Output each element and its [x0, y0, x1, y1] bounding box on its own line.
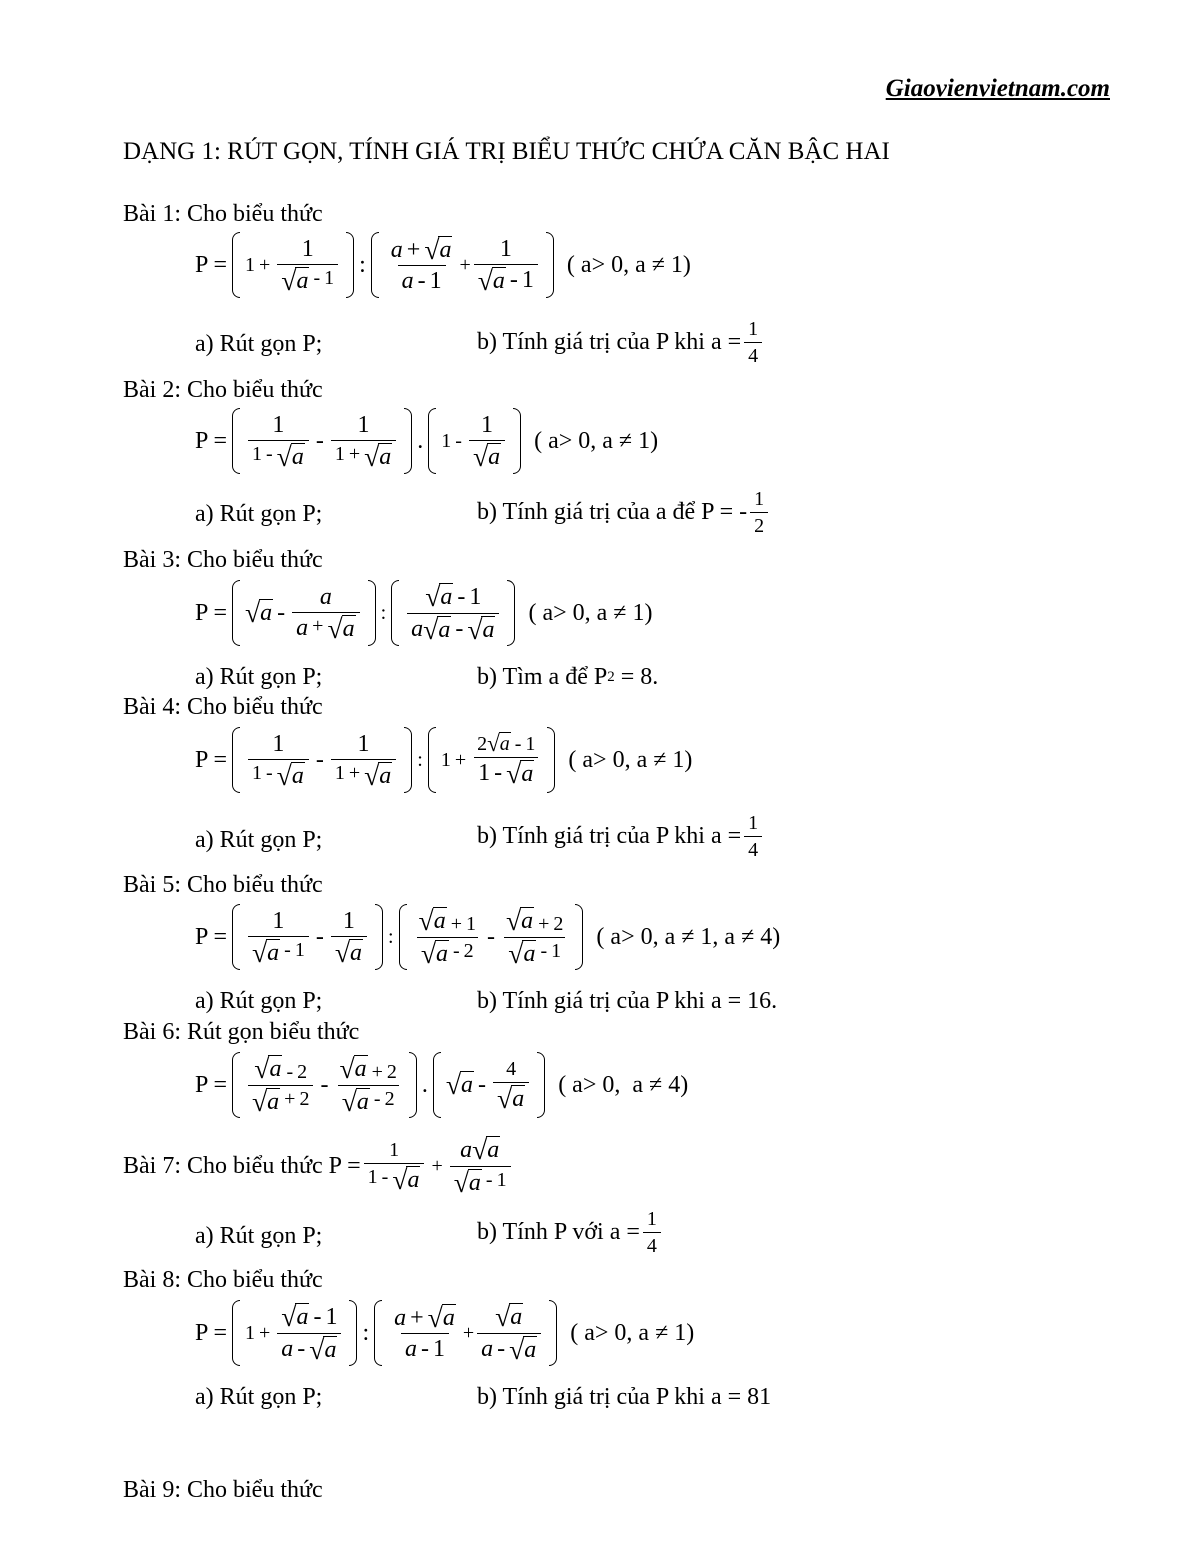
- condition: ( a> 0, a ≠ 1): [566, 251, 691, 278]
- problem-3-formula: P = √ a - a a + √ a : √ a - 1 a √ a - √ a ( a> 0, a ≠ 1): [195, 580, 653, 645]
- problem-6-title: Bài 6: Rút gọn biểu thức: [123, 1019, 360, 1045]
- fraction: √ a a - √ a: [477, 1303, 541, 1363]
- fraction: $\frac{1}{4}$: [744, 318, 762, 367]
- right-paren: [404, 408, 412, 474]
- fraction: 1 1 - √ a: [248, 412, 309, 471]
- p-equals: P =: [195, 923, 227, 950]
- denominator: √ a - 1: [474, 264, 538, 295]
- minus-sign: -: [315, 427, 324, 454]
- fraction: a √ a √ a - 1: [450, 1136, 511, 1196]
- problem-4-formula: P = 1 1 - √ a - 1 1 + √ a : 1 + 2 √ a - 1 1 - √ a ( a> 0, a ≠ 1): [195, 727, 692, 793]
- left-paren: [433, 1052, 441, 1118]
- condition: ( a> 0, a ≠ 4): [558, 1071, 689, 1098]
- right-paren: [404, 727, 412, 793]
- fraction: 1 √ a: [331, 908, 367, 967]
- condition: ( a> 0, a ≠ 1): [568, 746, 693, 773]
- problem-2-formula: P = 1 1 - √ a - 1 1 + √ a . 1 - 1 √ a ( a> 0, a ≠ 1): [195, 408, 658, 474]
- problem-1-part-b: b) Tính giá trị của P khi a = $\frac{1}{4}$: [477, 318, 765, 367]
- numerator: 1: [301, 235, 314, 262]
- denominator: √ a - 1: [277, 264, 338, 295]
- fraction: 4 √ a: [493, 1058, 529, 1113]
- problem-5-title: Bài 5: Cho biểu thức: [123, 872, 323, 898]
- fraction: 1 1 + √ a: [331, 412, 396, 471]
- divide-sign: :: [387, 926, 394, 948]
- right-paren: [375, 904, 383, 970]
- plus-sign: +: [259, 254, 271, 276]
- multiply-dot: .: [421, 1071, 428, 1098]
- problem-8-part-a: a) Rút gọn P;: [195, 1384, 323, 1410]
- left-paren: [399, 904, 407, 970]
- condition: ( a> 0, a ≠ 1): [528, 599, 653, 626]
- right-paren: [537, 1052, 545, 1118]
- problem-4-part-a: a) Rút gọn P;: [195, 827, 323, 853]
- left-paren: [232, 1300, 240, 1366]
- right-paren: [507, 580, 515, 646]
- right-paren: [349, 1300, 357, 1366]
- problem-7-part-b: b) Tính P với a = $\frac{1}{4}$: [477, 1208, 664, 1257]
- left-paren: [232, 727, 240, 793]
- fraction: a + √ a a - 1: [394, 1301, 455, 1363]
- fraction: 1 √ a - 1: [248, 908, 309, 967]
- left-paren: [374, 1300, 382, 1366]
- problem-2-title: Bài 2: Cho biểu thức: [123, 377, 323, 403]
- left-paren: [232, 580, 240, 646]
- left-paren: [232, 232, 240, 298]
- problem-2-part-b: b) Tính giá trị của a để P = - $\frac{1}{2}$: [477, 488, 771, 537]
- condition: ( a> 0, a ≠ 1): [534, 427, 659, 454]
- right-paren: [513, 408, 521, 474]
- right-paren: [409, 1052, 417, 1118]
- fraction: [474, 236, 538, 295]
- right-paren: [346, 232, 354, 298]
- divide-sign: :: [417, 749, 423, 771]
- problem-6-formula: P = √ a - 2 √ a + 2 - √ a + 2 √ a - 2 . √ a - 4 √ a ( a> 0, a ≠ 4): [195, 1052, 689, 1117]
- fraction: √ a + 2 √ a - 1: [505, 904, 564, 969]
- problem-5-part-b: b) Tính giá trị của P khi a = 16.: [477, 988, 778, 1014]
- fraction: a a + √ a: [292, 584, 359, 643]
- fraction: √ a + 1 √ a - 2: [418, 904, 476, 969]
- p-equals: P =: [195, 1319, 227, 1346]
- section-heading: DẠNG 1: RÚT GỌN, TÍNH GIÁ TRỊ BIỂU THỨC CHỨA CĂN BẬC HAI: [123, 138, 890, 165]
- right-paren: [546, 232, 554, 298]
- problem-5-part-a: a) Rút gọn P;: [195, 988, 323, 1014]
- p-equals: P =: [195, 1071, 227, 1098]
- numerator: 1: [499, 235, 512, 262]
- sqrt-a: √ a: [281, 264, 309, 296]
- right-paren: [575, 904, 583, 970]
- right-paren: [549, 1300, 557, 1366]
- problem-1-formula: [195, 232, 691, 298]
- problem-8-part-b: b) Tính giá trị của P khi a = 81: [477, 1384, 772, 1410]
- problem-8-formula: P = 1 + √ a - 1 a - √ a : a + √ a a - 1 + √ a a - √ a ( a> 0, a ≠ 1): [195, 1300, 695, 1365]
- fraction: 1 1 - √ a: [364, 1139, 425, 1194]
- plus-sign: +: [459, 254, 471, 276]
- problem-1-title: Bài 1: Cho biểu thức: [123, 201, 323, 227]
- term-one: 1: [245, 254, 255, 276]
- fraction: 2 √ a - 1 1 - √ a: [473, 732, 539, 788]
- fraction: $\frac{1}{2}$: [750, 488, 768, 537]
- problem-7-title: Bài 7: Cho biểu thức P = 1 1 - √ a + a √ a √ a - 1: [123, 1136, 514, 1196]
- condition: ( a> 0, a ≠ 1, a ≠ 4): [596, 923, 781, 950]
- problem-3-part-a: a) Rút gọn P;: [195, 664, 323, 690]
- left-paren: [232, 1052, 240, 1118]
- p-equals: P =: [195, 427, 227, 454]
- divide-sign: :: [359, 251, 366, 278]
- problem-5-formula: P = 1 √ a - 1 - 1 √ a : √ a + 1 √ a - 2 - √ a + 2 √ a - 1 ( a> 0, a ≠ 1, a ≠ 4): [195, 904, 781, 969]
- left-paren: [232, 904, 240, 970]
- fraction: √ a - 2 √ a + 2: [248, 1055, 313, 1115]
- fraction: $\frac{1}{4}$: [744, 812, 762, 861]
- problem-2-part-a: a) Rút gọn P;: [195, 501, 323, 527]
- left-paren: [371, 232, 379, 298]
- condition: ( a> 0, a ≠ 1): [570, 1319, 695, 1346]
- problem-9-title: Bài 9: Cho biểu thức: [123, 1477, 323, 1503]
- denominator: a - 1: [398, 265, 446, 294]
- multiply-dot: .: [417, 427, 424, 454]
- problem-3-title: Bài 3: Cho biểu thức: [123, 547, 323, 573]
- problem-7-part-a: a) Rút gọn P;: [195, 1223, 323, 1249]
- problem-3-part-b: b) Tìm a để P 2 = 8.: [477, 664, 659, 690]
- right-paren: [547, 727, 555, 793]
- left-paren: [428, 727, 436, 793]
- fraction: 1 √ a: [469, 412, 505, 471]
- p-equals: P =: [195, 251, 227, 278]
- divide-sign: :: [362, 1319, 370, 1346]
- right-paren: [368, 580, 376, 646]
- p-equals: P =: [195, 599, 227, 626]
- fraction: [387, 233, 457, 295]
- fraction: $\frac{1}{4}$: [643, 1208, 661, 1257]
- site-name: Giaovienvietnam.com: [885, 75, 1110, 102]
- p-equals: P =: [195, 746, 227, 773]
- fraction: [277, 236, 338, 295]
- fraction: √ a - 1 a - √ a: [277, 1303, 341, 1363]
- fraction: √ a - 1 a √ a - √ a: [407, 583, 499, 643]
- problem-8-title: Bài 8: Cho biểu thức: [123, 1267, 323, 1293]
- fraction: 1 1 + √ a: [331, 731, 396, 790]
- problem-4-title: Bài 4: Cho biểu thức: [123, 694, 323, 720]
- fraction: √ a + 2 √ a - 2: [339, 1052, 397, 1117]
- problem-4-part-b: b) Tính giá trị của P khi a = $\frac{1}{4}$: [477, 812, 765, 861]
- fraction: 1 1 - √ a: [248, 731, 309, 790]
- divide-sign: :: [380, 602, 387, 624]
- left-paren: [391, 580, 399, 646]
- numerator: a + √ a: [390, 233, 452, 265]
- left-paren: [232, 408, 240, 474]
- problem-1-part-a: a) Rút gọn P;: [195, 331, 323, 357]
- left-paren: [428, 408, 436, 474]
